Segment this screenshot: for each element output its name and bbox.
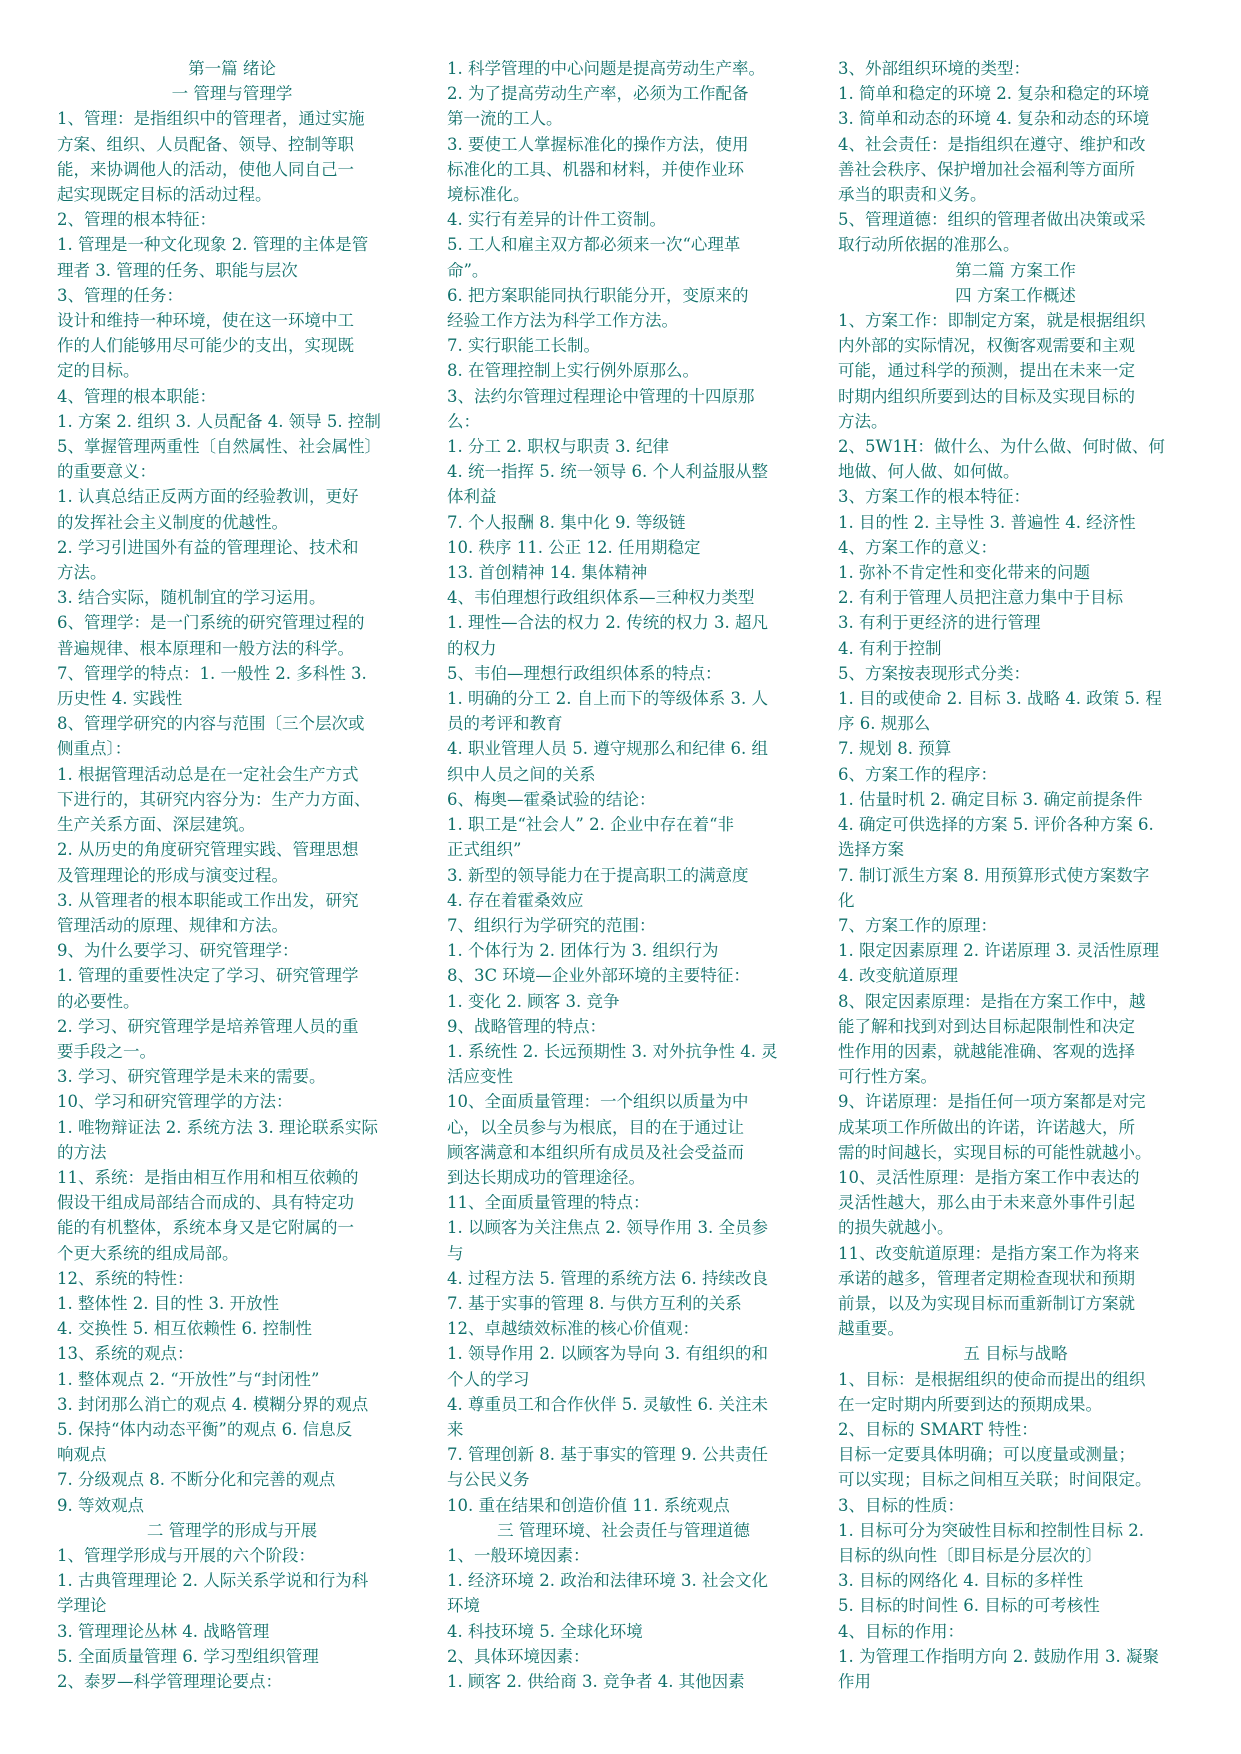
text-line: 12、卓越绩效标准的核心价值观：: [447, 1319, 699, 1339]
text-line: 1. 根据管理活动总是在一定社会生产方式: [57, 764, 359, 784]
text-line: 到达长期成功的管理途径。: [447, 1167, 645, 1187]
text-line: 作的人们能够用尽可能少的支出，实现既: [57, 336, 354, 356]
text-line: 4、方案工作的意义：: [838, 537, 997, 557]
text-line: 4. 实行有差异的计件工资制。: [447, 210, 666, 230]
text-line: 作用: [838, 1672, 871, 1691]
text-line: 6、管理学：是一门系统的研究管理过程的: [57, 613, 365, 633]
text-line: 10、灵活性原理：是指方案工作中表达的: [838, 1167, 1140, 1187]
text-line: 命”。: [447, 260, 489, 280]
text-line: 织中人员之间的关系: [447, 764, 596, 784]
text-line: 方法。: [57, 563, 107, 583]
text-line: 的损失就越小。: [838, 1218, 954, 1238]
text-line: 可行性方案。: [838, 1067, 937, 1087]
text-line: 4. 改变航道原理: [838, 966, 958, 986]
section-heading: 三 管理环境、社会责任与管理道德: [497, 1520, 750, 1540]
text-line: 1. 以顾客为关注焦点 2. 领导作用 3. 全员参: [447, 1218, 768, 1238]
text-line: 1. 估量时机 2. 确定目标 3. 确定前提条件: [838, 789, 1143, 809]
text-line: 内外部的实际情况，权衡客观需要和主观: [838, 336, 1135, 356]
text-line: 1. 系统性 2. 长远预期性 3. 对外抗争性 4. 灵: [447, 1041, 778, 1061]
text-line: 及管理理论的形成与演变过程。: [57, 865, 288, 885]
text-line: 的重要意义：: [57, 462, 156, 482]
text-line: 3、外部组织环境的类型：: [838, 59, 1030, 78]
text-line: 越重要。: [838, 1319, 904, 1339]
text-line: 8、3C 环境—企业外部环境的主要特征：: [447, 966, 750, 986]
text-line: 正式组织”: [447, 840, 522, 860]
text-line: 个更大系统的组成局部。: [57, 1243, 239, 1263]
text-line: 5. 工人和雇主双方都必须来一次“心理革: [447, 235, 741, 255]
text-line: 4. 尊重员工和合作伙伴 5. 灵敏性 6. 关注未: [447, 1394, 768, 1414]
text-line: 5、管理道德：组织的管理者做出决策或采: [838, 210, 1146, 230]
text-line: 10、全面质量管理：一个组织以质量为中: [447, 1092, 749, 1112]
text-line: 环境: [447, 1596, 480, 1616]
text-line: 5. 全面质量管理 6. 学习型组织管理: [57, 1646, 319, 1666]
text-line: 4. 交换性 5. 相互依赖性 6. 控制性: [57, 1319, 312, 1339]
text-line: 2、具体环境因素：: [447, 1646, 590, 1666]
text-line: 前景，以及为实现目标而重新制订方案就: [838, 1293, 1135, 1313]
text-line: 设计和维持一种环境，使在这一环境中工: [57, 311, 354, 331]
text-line: 1. 职工是“社会人” 2. 企业中存在着“非: [447, 815, 735, 835]
text-line: 生产关系方面、深层建筑。: [57, 815, 255, 835]
text-line: 在一定时期内所要到达的预期成果。: [838, 1394, 1102, 1414]
text-line: 可能，通过科学的预测，提出在未来一定: [838, 361, 1135, 381]
text-line: 选择方案: [838, 840, 904, 860]
text-line: 理者 3. 管理的任务、职能与层次: [57, 260, 298, 280]
text-line: 2. 学习、研究管理学是培养管理人员的重: [57, 1016, 359, 1036]
text-line: 1. 为管理工作指明方向 2. 鼓励作用 3. 凝聚: [838, 1646, 1159, 1666]
text-line: 12、系统的特性：: [57, 1268, 194, 1288]
text-line: 1. 目的性 2. 主导性 3. 普遍性 4. 经济性: [838, 512, 1136, 532]
text-line: 1、目标：是根据组织的使命而提出的组织: [838, 1369, 1146, 1389]
text-line: 侧重点〕：: [57, 739, 132, 759]
text-line: 历史性 4. 实践性: [57, 689, 183, 709]
text-line: 的权力: [447, 638, 497, 658]
text-line: 1. 目的或使命 2. 目标 3. 战略 4. 政策 5. 程: [838, 689, 1162, 709]
text-line: 7. 管理创新 8. 基于事实的管理 9. 公共责任: [447, 1445, 768, 1465]
text-line: 10. 秩序 11. 公正 12. 任用期稳定: [447, 537, 701, 557]
text-line: 3. 结合实际，随机制宜的学习运用。: [57, 588, 326, 608]
text-line: 体利益: [447, 487, 497, 507]
section-heading: 五 目标与战略: [963, 1344, 1068, 1364]
text-line: 学理论: [57, 1596, 107, 1616]
text-line: 1. 整体观点 2. “开放性”与“封闭性”: [57, 1369, 320, 1389]
text-line: 1. 管理是一种文化现象 2. 管理的主体是管: [57, 235, 369, 255]
text-line: 5、方案按表现形式分类：: [838, 663, 1030, 683]
section-heading: 第二篇 方案工作: [955, 260, 1076, 280]
text-line: 方法。: [838, 411, 888, 431]
text-line: 1. 限定因素原理 2. 许诺原理 3. 灵活性原理: [838, 941, 1159, 961]
text-line: 2、泰罗—科学管理理论要点：: [57, 1672, 282, 1691]
text-line: 4. 职业管理人员 5. 遵守规那么和纪律 6. 组: [447, 739, 768, 759]
text-line: 7、方案工作的原理：: [838, 915, 997, 935]
text-line: 时期内组织所要到达的目标及实现目标的: [838, 386, 1135, 406]
text-line: 承当的职责和义务。: [838, 185, 987, 205]
text-line: 3、方案工作的根本特征：: [838, 487, 1030, 507]
text-line: 序 6. 规那么: [838, 714, 931, 734]
text-line: 1. 变化 2. 顾客 3. 竞争: [447, 991, 620, 1011]
text-line: 4、韦伯理想行政组织体系—三种权力类型: [447, 588, 755, 608]
text-line: 11、改变航道原理：是指方案工作为将来: [838, 1243, 1140, 1263]
text-line: 与: [447, 1243, 464, 1263]
text-line: 9、许诺原理：是指任何一项方案都是对完: [838, 1092, 1146, 1112]
section-heading: 一 管理与管理学: [171, 84, 293, 104]
text-line: 7. 实行职能工长制。: [447, 336, 600, 356]
text-line: 8. 在管理控制上实行例外原那么。: [447, 361, 699, 381]
text-line: 4、目标的作用：: [838, 1621, 964, 1641]
text-line: 4、社会责任：是指组织在遵守、维护和改: [838, 134, 1146, 154]
text-line: 2、目标的 SMART 特性：: [838, 1419, 1038, 1439]
text-line: 需的时间越长，实现目标的可能性就越小。: [838, 1142, 1152, 1162]
text-line: 3. 目标的网络化 4. 目标的多样性: [838, 1571, 1084, 1591]
text-line: 普遍规律、根本原理和一般方法的科学。: [57, 638, 354, 658]
text-line: 地做、何人做、如何做。: [838, 462, 1020, 482]
text-line: 6、梅奥—霍桑试验的结论：: [447, 789, 656, 809]
text-line: 起实现既定目标的活动过程。: [57, 185, 272, 205]
text-line: 目标一定要具体明确；可以度量或测量；: [838, 1445, 1135, 1465]
text-line: 1、方案工作：即制定方案，就是根据组织: [838, 311, 1146, 331]
text-line: 3、目标的性质：: [838, 1495, 964, 1515]
text-line: 境标准化。: [447, 185, 530, 205]
text-line: 1. 个体行为 2. 团体行为 3. 组织行为: [447, 941, 719, 961]
text-line: 13. 首创精神 14. 集体精神: [447, 563, 648, 583]
text-line: 4. 存在着霍桑效应: [447, 890, 584, 910]
text-line: 9. 等效观点: [57, 1495, 144, 1515]
text-line: 3. 学习、研究管理学是未来的需要。: [57, 1067, 326, 1087]
text-line: 9、战略管理的特点：: [447, 1016, 606, 1036]
text-line: 灵活性越大，那么由于未来意外事件引起: [838, 1193, 1135, 1213]
text-line: 第一流的工人。: [447, 109, 563, 129]
text-line: 假设干组成局部结合而成的、具有特定功: [57, 1193, 354, 1213]
text-line: 8、管理学研究的内容与范围〔三个层次或: [57, 714, 365, 734]
section-heading: 二 管理学的形成与开展: [146, 1520, 318, 1540]
text-line: 的必要性。: [57, 991, 140, 1011]
text-line: 1. 目标可分为突破性目标和控制性目标 2.: [838, 1520, 1144, 1540]
text-line: 定的目标。: [57, 361, 140, 381]
text-line: 1. 经济环境 2. 政治和法律环境 3. 社会文化: [447, 1571, 768, 1591]
text-line: 顾客满意和本组织所有成员及社会受益而: [447, 1142, 744, 1162]
text-line: 1. 顾客 2. 供给商 3. 竞争者 4. 其他因素: [447, 1672, 745, 1691]
text-line: 2. 有利于管理人员把注意力集中于目标: [838, 588, 1123, 608]
text-line: 3. 要使工人掌握标准化的操作方法，使用: [447, 134, 749, 154]
text-line: 7. 规划 8. 预算: [838, 739, 952, 759]
text-line: 响观点: [57, 1445, 107, 1465]
text-line: 1、管理学形成与开展的六个阶段：: [57, 1545, 315, 1565]
text-line: 承诺的越多，管理者定期检查现状和预期: [838, 1268, 1135, 1288]
text-line: 1、管理：是指组织中的管理者，通过实施: [57, 109, 365, 129]
text-line: 4. 科技环境 5. 全球化环境: [447, 1621, 643, 1641]
text-line: 心，以全员参与为根底，目的在于通过让: [447, 1117, 744, 1137]
text-line: 7、组织行为学研究的范围：: [447, 915, 656, 935]
text-line: 4. 过程方法 5. 管理的系统方法 6. 持续改良: [447, 1268, 768, 1288]
column-1: [57, 56, 407, 1694]
text-line: 方案、组织、人员配备、领导、控制等职: [57, 134, 354, 154]
text-line: 3、法约尔管理过程理论中管理的十四原那: [447, 386, 755, 406]
text-line: 性作用的因素，就越能准确、客观的选择: [838, 1041, 1135, 1061]
text-line: 标准化的工具、机器和材料，并使作业环: [447, 159, 744, 179]
text-line: 5. 保持“体内动态平衡”的观点 6. 信息反: [57, 1419, 353, 1439]
text-line: 3. 封闭那么消亡的观点 4. 模糊分界的观点: [57, 1394, 369, 1414]
text-line: 11、全面质量管理的特点：: [447, 1193, 650, 1213]
text-line: 要手段之一。: [57, 1041, 156, 1061]
text-line: 成某项工作所做出的许诺，许诺越大，所: [838, 1117, 1135, 1137]
text-line: 能，来协调他人的活动，使他人同自己一: [57, 159, 354, 179]
text-line: 3. 从管理者的根本职能或工作出发，研究: [57, 890, 359, 910]
text-line: 管理活动的原理、规律和方法。: [57, 915, 288, 935]
text-line: 1. 明确的分工 2. 自上而下的等级体系 3. 人: [447, 689, 768, 709]
text-line: 1. 科学管理的中心问题是提高劳动生产率。: [447, 59, 765, 78]
text-line: 5. 目标的时间性 6. 目标的可考核性: [838, 1596, 1100, 1616]
text-line: 与公民义务: [447, 1470, 530, 1490]
text-line: 2、5W1H：做什么、为什么做、何时做、何: [838, 437, 1165, 457]
column-2: [447, 56, 800, 1694]
text-line: 3. 新型的领导能力在于提高职工的满意度: [447, 865, 749, 885]
text-line: 6. 把方案职能同执行职能分开，变原来的: [447, 285, 749, 305]
text-line: 7. 个人报酬 8. 集中化 9. 等级链: [447, 512, 686, 532]
text-line: 2、管理的根本特征：: [57, 210, 216, 230]
text-line: 2. 学习引进国外有益的管理理论、技术和: [57, 537, 359, 557]
column-3: [838, 56, 1193, 1694]
text-line: 个人的学习: [447, 1369, 530, 1389]
text-line: 4. 统一指挥 5. 统一领导 6. 个人利益服从整: [447, 462, 768, 482]
text-line: 7. 制订派生方案 8. 用预算形式使方案数字: [838, 865, 1150, 885]
text-line: 3. 有利于更经济的进行管理: [838, 613, 1041, 633]
text-line: 化: [838, 890, 855, 910]
text-line: 3. 简单和动态的环境 4. 复杂和动态的环境: [838, 109, 1150, 129]
text-line: 来: [447, 1419, 464, 1439]
section-heading: 第一篇 绪论: [188, 59, 276, 78]
text-line: 3. 管理理论丛林 4. 战略管理: [57, 1621, 270, 1641]
section-heading: 四 方案工作概述: [955, 285, 1076, 305]
text-line: 6、方案工作的程序：: [838, 764, 997, 784]
text-line: 1. 认真总结正反两方面的经验教训，更好: [57, 487, 359, 507]
text-line: 2. 为了提高劳动生产率，必须为工作配备: [447, 84, 749, 104]
text-line: 下进行的，其研究内容分为：生产力方面、: [57, 789, 371, 809]
text-line: 取行动所依据的准那么。: [838, 235, 1020, 255]
text-line: 能了解和找到对到达目标起限制性和决定: [838, 1016, 1135, 1036]
text-line: 5、韦伯—理想行政组织体系的特点：: [447, 663, 722, 683]
text-line: 10、学习和研究管理学的方法：: [57, 1092, 293, 1112]
text-line: 么：: [447, 411, 480, 431]
text-line: 1. 古典管理理论 2. 人际关系学说和行为科: [57, 1571, 369, 1591]
text-line: 13、系统的观点：: [57, 1344, 194, 1364]
text-line: 4. 确定可供选择的方案 5. 评价各种方案 6.: [838, 815, 1154, 835]
text-line: 活应变性: [447, 1067, 513, 1087]
text-line: 可以实现；目标之间相互关联；时间限定。: [838, 1470, 1152, 1490]
text-line: 1. 简单和稳定的环境 2. 复杂和稳定的环境: [838, 84, 1150, 104]
text-line: 9、为什么要学习、研究管理学：: [57, 941, 299, 961]
text-line: 4、管理的根本职能：: [57, 386, 216, 406]
text-line: 1. 理性—合法的权力 2. 传统的权力 3. 超凡: [447, 613, 768, 633]
text-line: 经验工作方法为科学工作方法。: [447, 311, 678, 331]
text-line: 1. 分工 2. 职权与职责 3. 纪律: [447, 437, 669, 457]
text-line: 1. 方案 2. 组织 3. 人员配备 4. 领导 5. 控制: [57, 411, 381, 431]
text-line: 3、管理的任务：: [57, 285, 183, 305]
text-line: 4. 有利于控制: [838, 638, 942, 658]
text-line: 员的考评和教育: [447, 714, 563, 734]
text-line: 1、一般环境因素：: [447, 1545, 590, 1565]
text-line: 的方法: [57, 1142, 107, 1162]
text-line: 1. 整体性 2. 目的性 3. 开放性: [57, 1293, 279, 1313]
text-line: 能的有机整体，系统本身又是它附属的一: [57, 1218, 354, 1238]
text-line: 2. 从历史的角度研究管理实践、管理思想: [57, 840, 359, 860]
text-line: 1. 管理的重要性决定了学习、研究管理学: [57, 966, 359, 986]
text-line: 1. 弥补不肯定性和变化带来的问题: [838, 563, 1090, 583]
text-line: 5、掌握管理两重性〔自然属性、社会属性〕: [57, 437, 381, 457]
text-line: 的发挥社会主义制度的优越性。: [57, 512, 288, 532]
text-line: 1. 领导作用 2. 以顾客为导向 3. 有组织的和: [447, 1344, 768, 1364]
text-line: 7. 分级观点 8. 不断分化和完善的观点: [57, 1470, 336, 1490]
text-line: 目标的纵向性〔即目标是分层次的〕: [838, 1545, 1102, 1565]
text-line: 8、限定因素原理：是指在方案工作中，越: [838, 991, 1146, 1011]
text-line: 善社会秩序、保护增加社会福利等方面所: [838, 159, 1135, 179]
text-line: 7、管理学的特点：1. 一般性 2. 多科性 3.: [57, 663, 367, 683]
text-line: 7. 基于实事的管理 8. 与供方互利的关系: [447, 1293, 742, 1313]
text-line: 11、系统：是指由相互作用和相互依赖的: [57, 1167, 359, 1187]
text-line: 10. 重在结果和创造价值 11. 系统观点: [447, 1495, 730, 1515]
text-line: 1. 唯物辩证法 2. 系统方法 3. 理论联系实际: [57, 1117, 378, 1137]
